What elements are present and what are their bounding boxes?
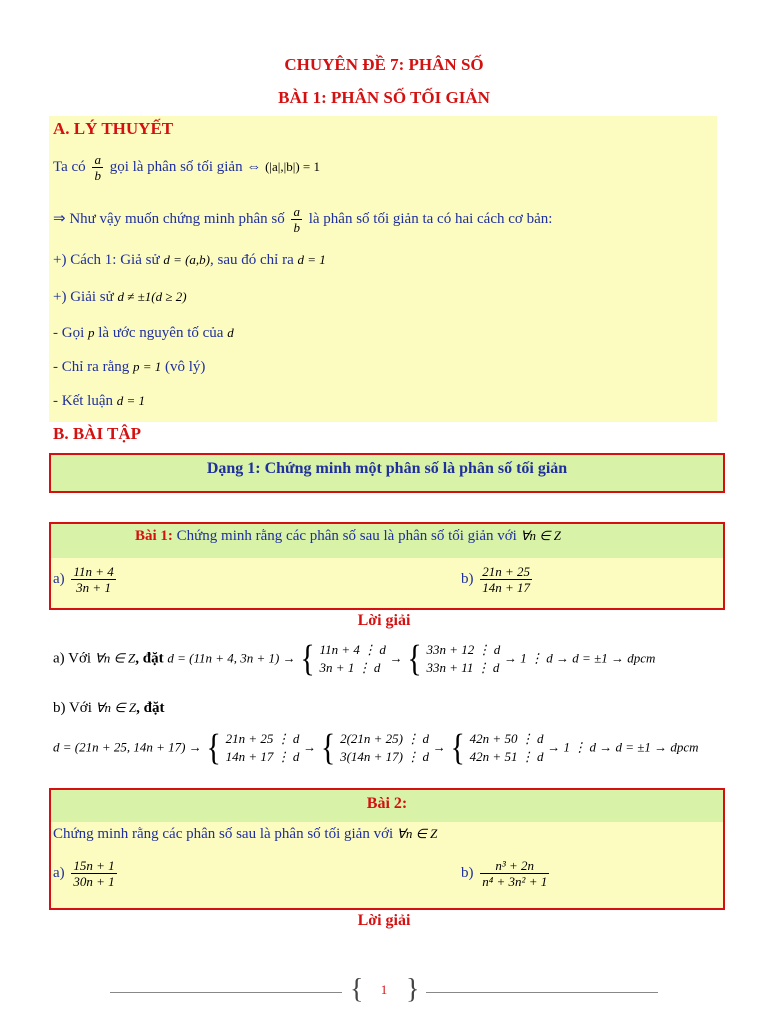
fraction: $\frac{21n + 25}{14n + 17}$ [482,564,531,595]
math-expression: ∀n ∈ Z [396,826,438,841]
brace-icon: { [206,726,221,768]
dang-1-title: Dạng 1: Chứng minh một phân số là phân số tối giản [206,460,568,477]
math-expression: (|a|,|b|) = 1 [265,158,321,174]
math-expression: p [88,325,95,340]
page-number: 1 [380,982,388,997]
math-expression: ∀n ∈ Z [95,700,137,715]
system: 2(21n + 25) ⋮ d 3(14n + 17) ⋮ d [340,731,430,764]
part-label: b) [461,570,474,587]
bai-2-part-a [53,858,120,889]
fraction: $\frac{11n + 4}{3n + 1}$ [73,564,114,595]
loi-giai-1: Lời giải [357,612,411,629]
part-label: a) [53,864,65,881]
bai-2-label: Bài 2: [366,795,408,812]
fraction-a-over-b: $\frac{a}{b}$ [94,152,101,183]
solution-b-lead [53,700,164,717]
theory-text: là phân số tối giản ta có hai cách cơ bản: [308,210,553,227]
fraction: $\frac{\text{n³ + 2n}}{\text{n⁴ + 3n² + 1}}$ [482,858,548,889]
sol-lead: b) Với [53,700,92,716]
system: 21n + 25 ⋮ d 14n + 17 ⋮ d [225,731,300,764]
dang-1-box [49,453,725,493]
bai-2-text: Chứng minh rằng các phân số sau là phân số tối giản với [53,826,394,842]
math-expression: d [227,325,234,340]
theory-text: - Chỉ ra rằng [53,359,130,375]
math-expression: d ≠ ±1(d ≥ 2) [117,289,187,304]
arrow: → [432,739,446,755]
bai-1-header [51,524,723,558]
theory-text: , sau đó chỉ ra [210,252,294,268]
theory-line-1 [53,152,320,183]
title-line-2: BÀI 1: PHÂN SỐ TỐI GIẢN [278,88,490,107]
sol-text: , đặt [135,650,164,667]
brace-icon: { [450,726,465,768]
math-expression: d = (a,b) [163,252,211,267]
theory-text: là ước nguyên tố của [98,325,224,341]
part-label: a) [53,570,65,587]
bai-2-part-b [461,858,552,889]
solution-b [53,726,699,768]
system: 11n + 4 ⋮ d 3n + 1 ⋮ d [319,642,386,675]
theory-text: +) Cách 1: Giả sử [53,252,160,268]
solution-a [53,637,656,679]
fraction-a-over-b: $\frac{a}{b}$ [293,204,300,235]
bai-1-part-a [53,564,119,595]
bai-1-text: Chứng minh rằng các phân số sau là phân số tối giản với [176,528,517,544]
section-b-heading: B. BÀI TẬP [53,424,142,443]
theory-text: - Kết luận [53,393,113,409]
page-bracket-left-icon: { [350,974,364,1005]
arrow: → [303,739,317,755]
bai-1-box [49,522,725,610]
theory-text: +) Giải sử [53,289,114,305]
theory-line-3 [53,252,326,269]
loi-giai-2: Lời giải [357,912,411,929]
bai-2-box [49,788,725,910]
sol-lead: a) Với [53,650,92,667]
system: 42n + 50 ⋮ d 42n + 51 ⋮ d [469,731,544,764]
footer-rule-left [110,992,342,993]
theory-heading: A. LÝ THUYẾT [53,119,174,138]
brace-icon: { [320,726,336,768]
part-label: b) [461,864,474,881]
bai-1-part-b [461,564,535,595]
bai-1-prompt [135,528,561,545]
math-expression: → 1 ⋮ d → d = ±1 → dpcm [504,650,656,666]
theory-text: ⇒ Như vậy muốn chứng minh phân số [53,210,285,227]
brace-icon: { [300,637,315,679]
math-expression: d = (11n + 4, 3n + 1) → [167,650,296,666]
bai-2-header [51,790,723,822]
theory-line-5 [53,325,234,342]
theory-text: gọi là phân số tối giản ⇔ [109,158,262,175]
arrow: → [389,650,403,666]
brace-icon: { [407,637,422,679]
fraction: $\frac{15n + 1}{30n + 1}$ [73,858,115,889]
math-expression: d = (21n + 25, 14n + 17) → [53,739,202,755]
math-expression: d = 1 [116,393,146,408]
title-line-1: CHUYÊN ĐỀ 7: PHÂN SỐ [284,55,484,74]
bai-2-prompt [53,826,437,843]
theory-text: Ta có [53,158,86,175]
page-bracket-right-icon: } [406,974,420,1005]
math-expression: ∀n ∈ Z [94,650,136,666]
math-expression: d = 1 [297,252,326,267]
theory-line-2 [53,204,552,235]
math-expression: ∀n ∈ Z [520,528,562,543]
theory-text: - Gọi [53,325,85,341]
theory-line-4 [53,289,187,306]
footer-rule-right [426,992,658,993]
math-expression: → 1 ⋮ d → d = ±1 → dpcm [547,739,699,755]
bai-1-label: Bài 1: [135,528,173,544]
theory-line-6 [53,359,205,376]
theory-section [49,116,717,422]
system: 33n + 12 ⋮ d 33n + 11 ⋮ d [426,642,501,675]
theory-text: (vô lý) [165,359,206,375]
theory-line-7 [53,393,145,410]
sol-text: , đặt [136,700,165,716]
math-expression: p = 1 [132,359,162,374]
